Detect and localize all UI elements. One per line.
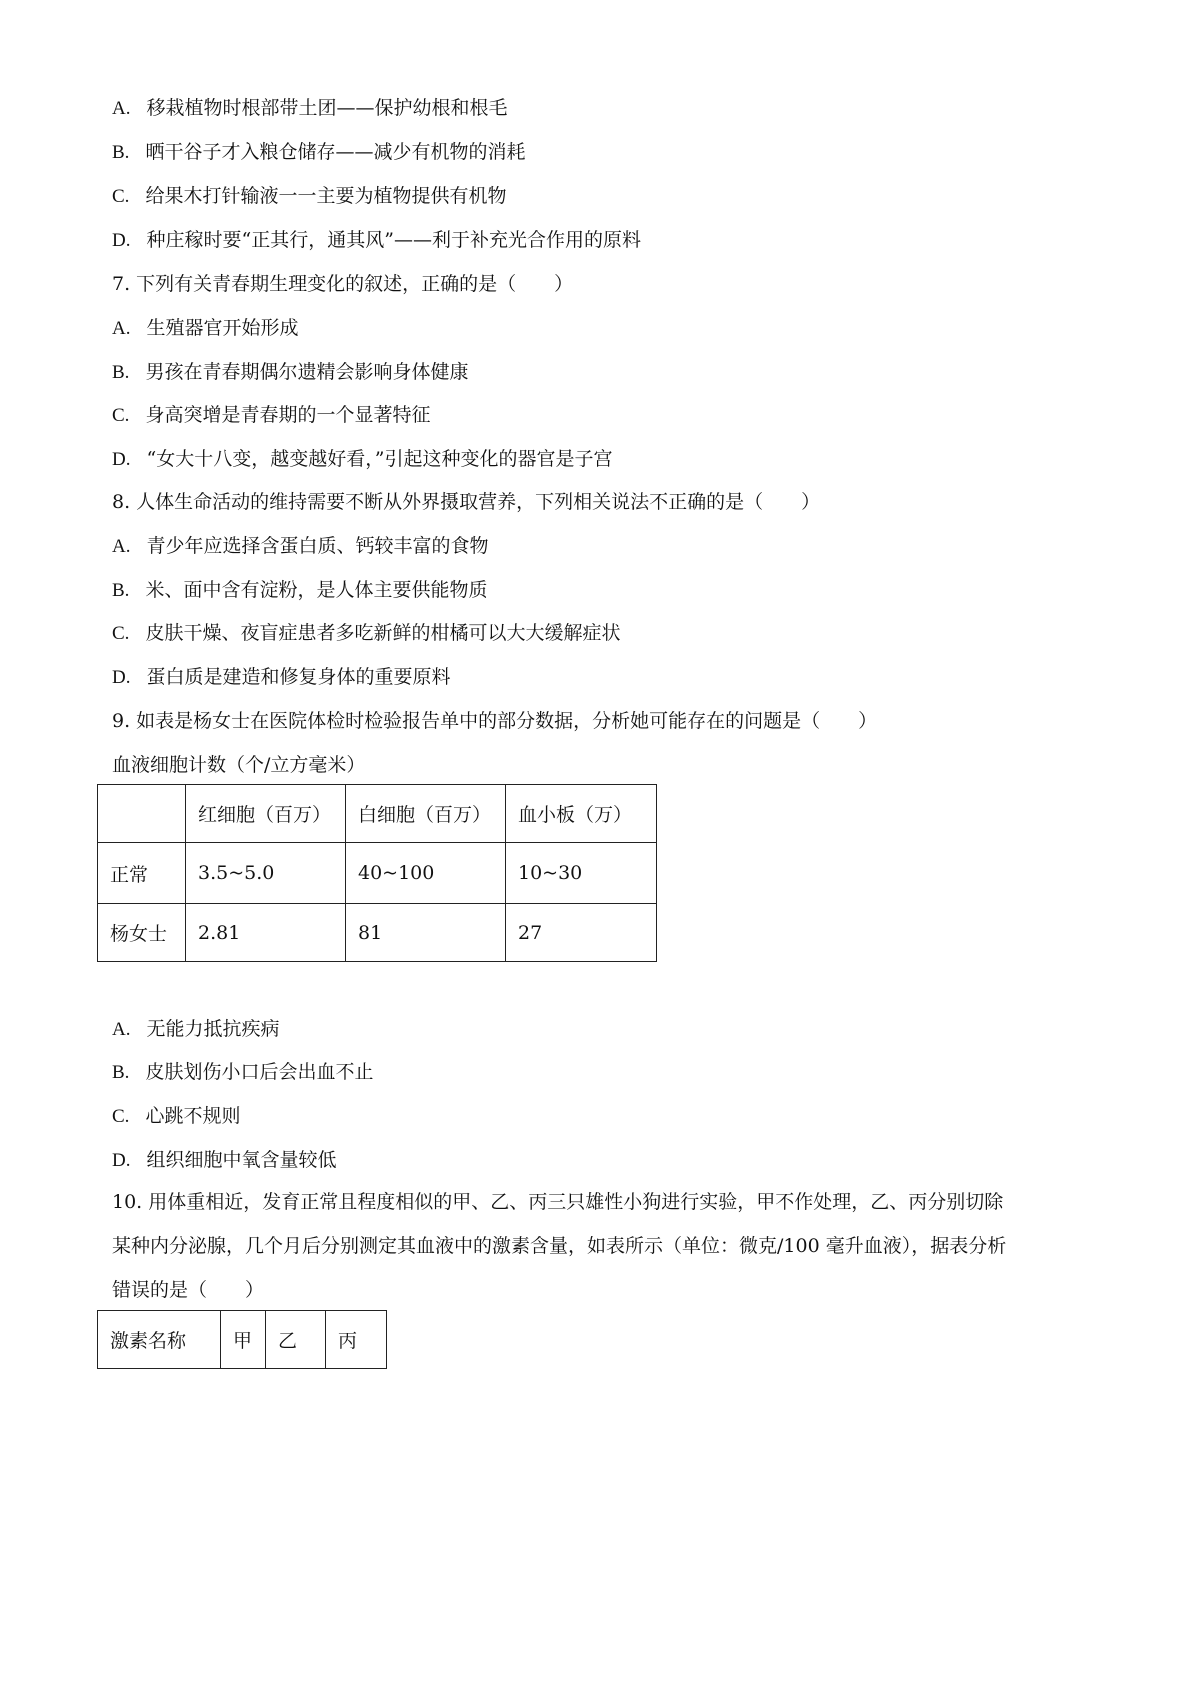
q7-option-d [112,447,612,472]
option-text: 皮肤划伤小口后会出血不止 [145,1061,374,1083]
option-letter: B. [112,142,130,163]
q8-option-c [112,621,621,646]
q8-option-d [112,665,451,690]
option-text: 给果木打针输液一一主要为植物提供有机物 [145,185,507,207]
option-letter: B. [112,580,130,601]
option-text: 移栽植物时根部带土团——保护幼根和根毛 [146,97,508,119]
option-letter: A. [112,318,131,339]
option-text: 组织细胞中氧含量较低 [146,1149,337,1171]
table-header-cell: 激素名称 [98,1311,221,1369]
table-header-cell: 白细胞（百万） [346,785,506,843]
q9-stem: 9. 如表是杨女士在医院体检时检验报告单中的部分数据，分析她可能存在的问题是（ ） [112,710,878,732]
table-row [98,904,657,962]
table-header-row [98,1311,387,1369]
option-letter: D. [112,449,131,470]
q9-blood-table [97,784,657,962]
q6-option-d [112,228,641,253]
option-text: 生殖器官开始形成 [146,317,299,339]
option-letter: D. [112,230,131,251]
table-cell: 40~100 [346,843,506,904]
q9-option-c [112,1104,241,1129]
table-cell: 10~30 [506,843,657,904]
table-header-cell: 红细胞（百万） [186,785,346,843]
table-cell: 正常 [98,843,186,904]
option-text: 心跳不规则 [145,1105,241,1127]
option-text: 青少年应选择含蛋白质、钙较丰富的食物 [146,535,489,557]
option-letter: A. [112,1019,131,1040]
q9-table-caption: 血液细胞计数（个/立方毫米） [112,754,366,776]
q8-option-a [112,534,489,559]
table-header-cell: 甲 [221,1311,266,1369]
q8-option-b [112,578,488,603]
option-letter: A. [112,536,131,557]
q7-option-c [112,403,431,428]
q10-hormone-table [97,1310,387,1369]
table-header-cell [98,785,186,843]
table-header-cell: 血小板（万） [506,785,657,843]
option-letter: C. [112,623,130,644]
q9-option-b [112,1060,374,1085]
table-cell: 81 [346,904,506,962]
q6-option-a [112,96,508,121]
option-letter: B. [112,362,130,383]
table-row [98,843,657,904]
q9-option-a [112,1017,280,1042]
option-text: 种庄稼时要“正其行，通其风”——利于补充光合作用的原料 [146,229,641,251]
q8-stem: 8. 人体生命活动的维持需要不断从外界摄取营养，下列相关说法不正确的是（ ） [112,491,821,513]
option-text: 皮肤干燥、夜盲症患者多吃新鲜的柑橘可以大大缓解症状 [145,622,621,644]
table-header-row [98,785,657,843]
table-header-cell: 丙 [326,1311,387,1369]
option-letter: A. [112,98,131,119]
table-cell: 2.81 [186,904,346,962]
option-text: “女大十八变，越变越好看，”引起这种变化的器官是子宫 [146,448,613,470]
q7-option-b [112,360,469,385]
option-text: 晒干谷子才入粮仓储存——减少有机物的消耗 [145,141,526,163]
q10-stem-line3: 错误的是（ ） [112,1279,265,1301]
table-cell: 杨女士 [98,904,186,962]
table-cell: 27 [506,904,657,962]
option-letter: B. [112,1062,130,1083]
q7-stem: 7. 下列有关青春期生理变化的叙述，正确的是（ ） [112,273,574,295]
option-text: 男孩在青春期偶尔遗精会影响身体健康 [145,361,469,383]
table-cell: 3.5~5.0 [186,843,346,904]
option-letter: C. [112,186,130,207]
q10-stem-line2: 某种内分泌腺，几个月后分别测定其血液中的激素含量，如表所示（单位：微克/100 毫升血液），据表分析 [112,1235,1007,1257]
option-text: 身高突增是青春期的一个显著特征 [145,404,431,426]
q10-stem-line1: 10. 用体重相近，发育正常且程度相似的甲、乙、丙三只雄性小狗进行实验，甲不作处理，乙、丙分别切除 [112,1191,1004,1213]
q6-option-b [112,140,526,165]
option-letter: D. [112,667,131,688]
option-text: 米、面中含有淀粉，是人体主要供能物质 [145,579,488,601]
option-letter: D. [112,1150,131,1171]
q7-option-a [112,316,299,341]
option-text: 无能力抵抗疾病 [146,1018,280,1040]
q6-option-c [112,184,507,209]
option-letter: C. [112,1106,130,1127]
table-header-cell: 乙 [266,1311,326,1369]
option-letter: C. [112,405,130,426]
option-text: 蛋白质是建造和修复身体的重要原料 [146,666,451,688]
q9-option-d [112,1148,337,1173]
